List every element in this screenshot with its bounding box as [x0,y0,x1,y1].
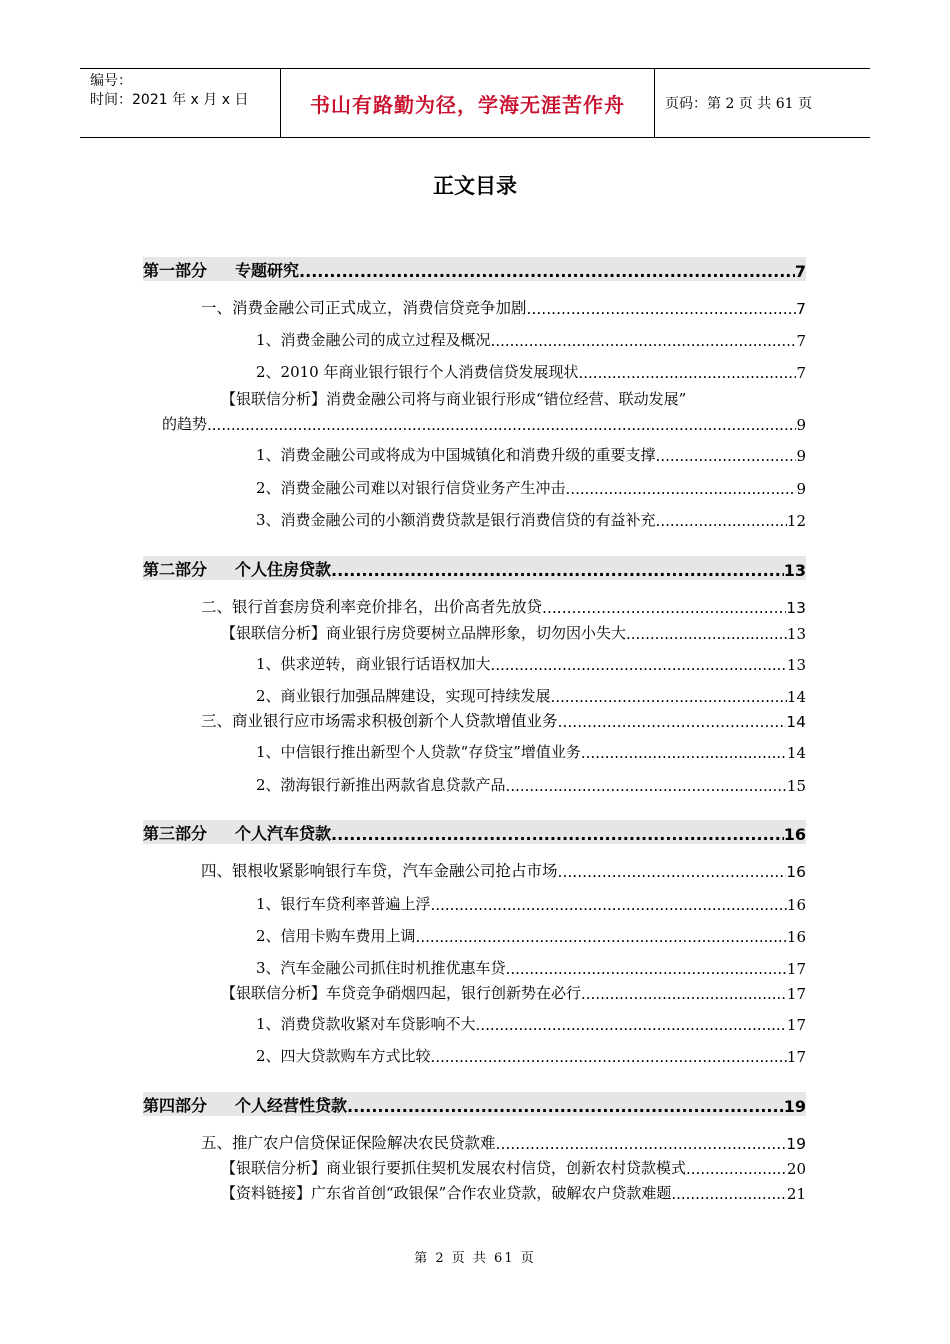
leader-dots [579,364,797,382]
toc-analysis-row[interactable] [221,1154,806,1178]
page-number: 7 [796,364,806,382]
toc-item-row[interactable] [256,682,806,706]
page-number: 14 [786,688,806,706]
part-title: 专题研究 [235,261,300,280]
toc-label: 2、商业银行加强品牌建设，实现可持续发展 [256,687,551,705]
page-number: 16 [786,928,806,946]
toc-label: 1、消费金融公司或将成为中国城镇化和消费升级的重要支撑 [256,446,656,464]
page-info: 页码：第 2 页 共 61 页 [665,96,812,112]
toc-label: 2、渤海银行新推出两款省息贷款产品 [256,776,506,794]
leader-dots [491,656,787,674]
toc-item-row[interactable] [256,890,806,914]
toc-label: 五、推广农户信贷保证保险解决农民贷款难 [201,1134,496,1152]
toc-section-row[interactable] [201,707,806,731]
toc-label: 【银联信分析】车贷竞争硝烟四起，银行创新势在必行 [221,984,582,1002]
page-number: 7 [796,332,806,350]
motto: 书山有路勤为径，学海无涯苦作舟 [280,69,655,137]
toc-section-row[interactable] [201,593,806,617]
leader-dots [671,1185,787,1203]
leader-dots [431,896,787,914]
number-label: 编号： [90,73,132,89]
page-number: 13 [783,561,806,580]
toc-section-row[interactable] [201,1129,806,1153]
toc-label: 三、商业银行应市场需求积极创新个人贷款增值业务 [201,712,558,730]
leader-dots [626,625,787,643]
toc-item-row[interactable] [256,922,806,946]
part-number: 第二部分 [143,560,208,579]
leader-dots [551,688,787,706]
toc-label: 2、2010 年商业银行银行个人消费信贷发展现状 [256,363,579,381]
page-number: 17 [786,1048,806,1066]
toc-part-row[interactable] [143,820,806,844]
page-number: 16 [786,896,806,914]
toc-item-row[interactable] [256,771,806,795]
toc-label: 3、消费金融公司的小额消费贷款是银行消费信贷的有益补充 [256,511,656,529]
toc-item-row[interactable] [256,650,806,674]
toc-label: 【银联信分析】商业银行要抓住契机发展农村信贷，创新农村贷款模式 [221,1159,687,1177]
leader-dots [581,744,787,762]
page-number: 14 [786,713,806,731]
page-number: 13 [786,656,806,674]
toc-item-row[interactable] [256,326,806,350]
leader-dots [527,300,797,318]
toc-label: 1、供求逆转，商业银行话语权加大 [256,655,491,673]
page-title: 正文目录 [433,174,517,198]
part-number: 第四部分 [143,1096,208,1115]
page-number: 9 [796,480,806,498]
leader-dots [491,332,797,350]
toc-part-row[interactable] [143,556,806,580]
time-label: 时间：2021 年 x 月 x 日 [90,92,249,108]
toc-section-row[interactable] [201,294,806,318]
page-number: 7 [796,300,806,318]
toc-part-row[interactable] [143,257,806,281]
toc-link-row[interactable] [221,1179,806,1203]
toc-item-row[interactable] [256,738,806,762]
part-number: 第一部分 [143,261,208,280]
toc-label: 二、银行首套房贷利率竞价排名，出价高者先放贷 [201,598,543,616]
page-number: 9 [796,416,806,434]
part-title: 个人汽车贷款 [235,824,332,843]
toc-item-row[interactable] [256,954,806,978]
toc-label: 2、消费金融公司难以对银行信贷业务产生冲击 [256,479,566,497]
page-number: 15 [786,777,806,795]
page-number: 17 [786,1016,806,1034]
part-title: 个人住房贷款 [235,560,332,579]
leader-dots [299,262,795,281]
toc-label: 3、汽车金融公司抓住时机推优惠车贷 [256,959,506,977]
toc-label: 【银联信分析】商业银行房贷要树立品牌形象，切勿因小失大 [221,624,627,642]
toc-item-row[interactable] [256,474,806,498]
part-number: 第三部分 [143,824,208,843]
page-number: 7 [794,262,806,281]
toc-label: 一、消费金融公司正式成立，消费信贷竞争加剧 [201,299,527,317]
leader-dots [558,713,787,731]
toc-label: 2、信用卡购车费用上调 [256,927,416,945]
toc-analysis-row[interactable] [221,979,806,1003]
toc-item-row[interactable] [256,506,806,530]
part-title: 个人经营性贷款 [235,1096,348,1115]
leader-dots [581,985,787,1003]
leader-dots [656,512,787,530]
leader-dots [496,1135,787,1153]
page-number: 17 [786,985,806,1003]
leader-dots [656,447,797,465]
page-number: 9 [796,447,806,465]
leader-dots [506,960,787,978]
toc-item-row[interactable] [256,358,806,382]
toc-label: 2、四大贷款购车方式比较 [256,1047,431,1065]
page-number: 16 [786,863,806,881]
leader-dots [347,1097,784,1116]
toc-item-row[interactable] [256,441,806,465]
toc-label: 1、消费贷款收紧对车贷影响不大 [256,1015,476,1033]
toc-item-row[interactable] [256,1042,806,1066]
leader-dots [331,825,784,844]
toc-label: 1、银行车贷利率普遍上浮 [256,895,431,913]
leader-dots [558,863,787,881]
leader-dots [506,777,787,795]
page-number: 19 [786,1135,806,1153]
leader-dots [431,1048,787,1066]
page-number: 16 [783,825,806,844]
toc-item-row[interactable] [256,1010,806,1034]
toc-analysis-continuation[interactable] [162,410,806,434]
leader-dots [416,928,787,946]
page-number: 19 [783,1097,806,1116]
toc-section-row[interactable] [201,857,806,881]
leader-dots [542,599,786,617]
toc-analysis-row[interactable] [221,385,806,409]
page-number: 13 [786,625,806,643]
toc-label: 【银联信分析】消费金融公司将与商业银行形成“错位经营、联动发展” [221,390,687,408]
page-number: 14 [786,744,806,762]
leader-dots [331,561,784,580]
leader-dots [566,480,797,498]
page-number: 17 [786,960,806,978]
page-number: 21 [786,1185,806,1203]
toc-part-row[interactable] [143,1092,806,1116]
page-number: 20 [786,1160,806,1178]
toc-label: 1、中信银行推出新型个人贷款“存贷宝”增值业务 [256,743,581,761]
leader-dots [686,1160,787,1178]
toc-label: 的趋势 [162,415,208,433]
page-number: 12 [786,512,806,530]
toc-label: 【资料链接】广东省首创“政银保”合作农业贷款，破解农户贷款难题 [221,1184,672,1202]
leader-dots [207,416,796,434]
toc-label: 1、消费金融公司的成立过程及概况 [256,331,491,349]
toc-label: 四、银根收紧影响银行车贷，汽车金融公司抢占市场 [201,862,558,880]
toc-analysis-row[interactable] [221,619,806,643]
page-footer: 第 2 页 共 61 页 [414,1251,536,1266]
leader-dots [476,1016,787,1034]
page-number: 13 [786,599,806,617]
